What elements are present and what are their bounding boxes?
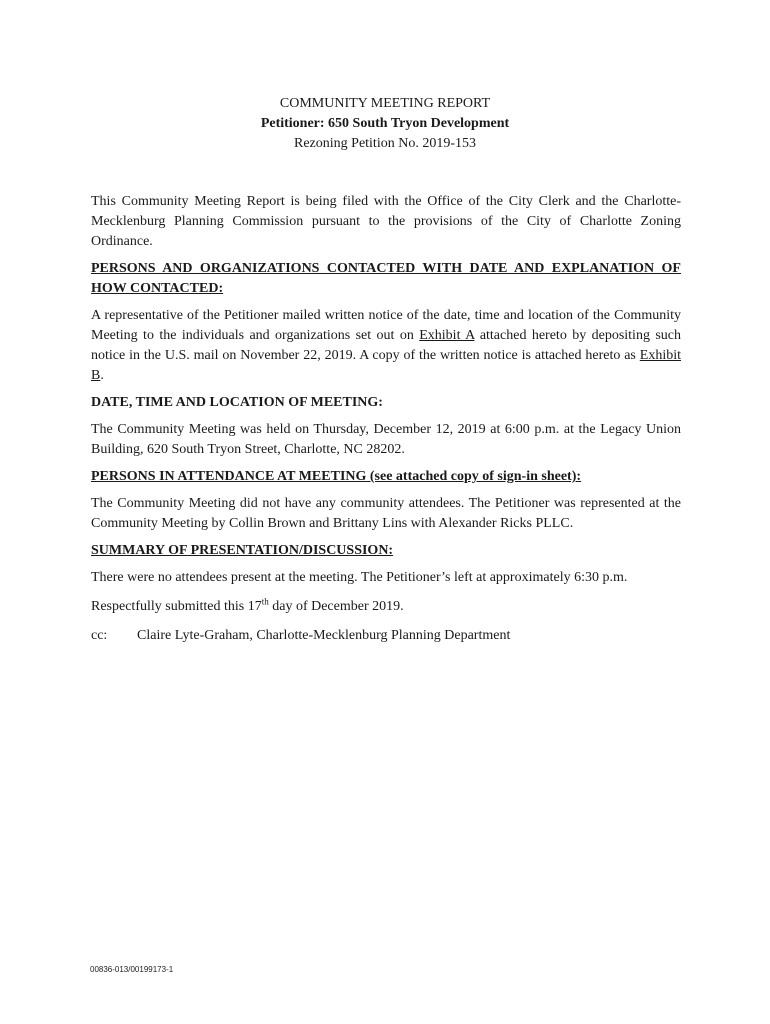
- title-block: [90, 94, 680, 154]
- exhibit-b-link[interactable]: Exhibit B: [91, 348, 681, 383]
- closing-line: [91, 597, 681, 617]
- date-time-location-paragraph: The Community Meeting was held on Thursday, December 12, 2019 at 6:00 p.m. at the Legacy Union Building, 620 South Tryon Street, Charlotte, NC 28202.: [91, 422, 681, 457]
- intro-paragraph: This Community Meeting Report is being filed with the Office of the City Clerk and the Charlotte-Mecklenburg Planning Commission pursuant to the provisions of the City of Charlotte Zoning Ordinance.: [91, 194, 681, 249]
- exhibit-a-link[interactable]: Exhibit A: [419, 328, 475, 343]
- petitioner-line: Petitioner: 650 South Tryon Development: [260, 116, 510, 131]
- report-title: COMMUNITY MEETING REPORT: [279, 96, 491, 111]
- persons-contacted-text-b: attached hereto by depositing such notice in the U.S. mail on November 22, 2019. A copy of the written notice is attached hereto as: [91, 328, 681, 363]
- persons-contacted-paragraph: [91, 306, 681, 386]
- persons-contacted-text-a: A representative of the Petitioner mailed written notice of the date, time and location of the Community Meeting to the individuals and organizations set out on: [91, 308, 681, 343]
- cc-label: cc:: [91, 628, 108, 643]
- section-heading-date-time-location: DATE, TIME AND LOCATION OF MEETING:: [91, 395, 383, 410]
- cc-recipient: Claire Lyte-Graham, Charlotte-Mecklenburg Planning Department: [137, 628, 511, 643]
- section-heading-persons-contacted: PERSONS AND ORGANIZATIONS CONTACTED WITH DATE AND EXPLANATION OF HOW CONTACTED:: [91, 261, 681, 296]
- petition-number: Rezoning Petition No. 2019-153: [294, 136, 476, 151]
- attendance-paragraph: The Community Meeting did not have any community attendees. The Petitioner was represented at the Community Meeting by Collin Brown and Brittany Lins with Alexander Ricks PLLC.: [91, 496, 681, 531]
- cc-line: [91, 626, 681, 646]
- section-heading-summary: SUMMARY OF PRESENTATION/DISCUSSION:: [91, 543, 394, 558]
- closing-text-before: Respectfully submitted this 17: [91, 599, 262, 614]
- section-heading-attendance: PERSONS IN ATTENDANCE AT MEETING (see attached copy of sign-in sheet):: [91, 469, 582, 484]
- summary-paragraph: There were no attendees present at the meeting. The Petitioner’s left at approximately 6:30 p.m.: [91, 570, 628, 585]
- closing-text-after: day of December 2019.: [268, 599, 404, 614]
- document-body: [91, 192, 681, 646]
- closing-superscript: th: [261, 596, 269, 607]
- persons-contacted-text-c: .: [100, 368, 104, 383]
- document-footer-id: 00836-013/00199173-1: [90, 965, 174, 974]
